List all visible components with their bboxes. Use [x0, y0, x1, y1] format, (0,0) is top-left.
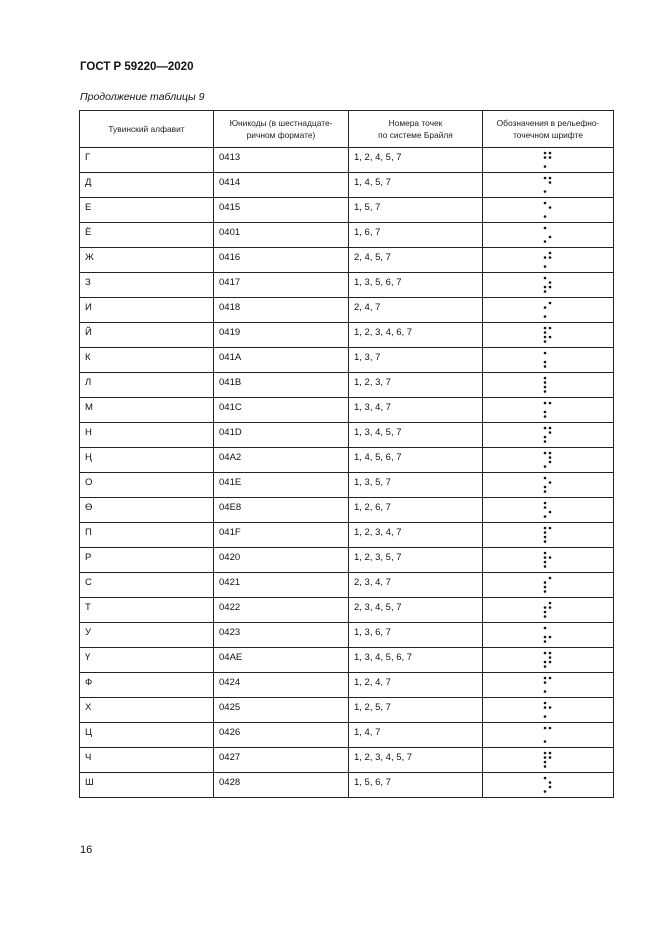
braille-dot [544, 377, 547, 380]
braille-dot [549, 656, 552, 659]
braille-dots-icon [543, 651, 553, 669]
braille-dots-icon [543, 501, 553, 519]
braille-dot [549, 756, 552, 759]
braille-symbol-cell [483, 248, 614, 273]
braille-dot [544, 665, 547, 668]
unicode-cell: 0401 [214, 223, 349, 248]
braille-dot [549, 786, 552, 789]
letter-cell: Ё [80, 223, 214, 248]
braille-dots-icon [543, 426, 553, 444]
letter-cell: У [80, 623, 214, 648]
braille-dots-icon [543, 201, 553, 219]
braille-dot [544, 627, 547, 630]
unicode-cell: 04E8 [214, 498, 349, 523]
braille-dots-icon [543, 301, 553, 319]
dot-numbers-cell: 2, 3, 4, 7 [349, 573, 483, 598]
page-number: 16 [80, 844, 93, 856]
braille-dot [544, 477, 547, 480]
table-row [80, 548, 614, 573]
braille-dot [544, 327, 547, 330]
braille-dot [549, 511, 552, 514]
unicode-cell: 0425 [214, 698, 349, 723]
braille-dot [544, 740, 547, 743]
braille-symbol-cell [483, 623, 614, 648]
braille-dot [544, 490, 547, 493]
column-header-braille-symbol: Обозначения в рельефно- точечном шрифте [483, 111, 614, 148]
braille-dot [544, 502, 547, 505]
table-header-row [80, 111, 614, 148]
braille-dot [544, 652, 547, 655]
dot-numbers-cell: 1, 3, 4, 5, 7 [349, 423, 483, 448]
dot-numbers-cell: 1, 2, 4, 5, 7 [349, 148, 483, 173]
letter-cell: Г [80, 148, 214, 173]
dot-numbers-cell: 1, 2, 6, 7 [349, 498, 483, 523]
braille-dots-icon [543, 701, 553, 719]
braille-dot [544, 340, 547, 343]
dot-numbers-cell: 1, 2, 3, 7 [349, 373, 483, 398]
braille-dot [544, 240, 547, 243]
braille-dot [549, 431, 552, 434]
braille-dot [549, 256, 552, 259]
braille-dot [544, 756, 547, 759]
braille-dot [544, 765, 547, 768]
braille-dot [544, 727, 547, 730]
braille-dot [544, 536, 547, 539]
braille-dots-icon [543, 176, 553, 194]
braille-dots-icon [543, 276, 553, 294]
braille-dots-icon [543, 376, 553, 394]
braille-dot [549, 556, 552, 559]
braille-dot [544, 706, 547, 709]
braille-dots-icon [543, 726, 553, 744]
unicode-cell: 041D [214, 423, 349, 448]
braille-dot [544, 165, 547, 168]
unicode-cell: 0415 [214, 198, 349, 223]
braille-symbol-cell [483, 348, 614, 373]
dot-numbers-cell: 2, 4, 7 [349, 298, 483, 323]
braille-dots-icon [543, 776, 553, 794]
table-row [80, 423, 614, 448]
braille-dot [544, 152, 547, 155]
braille-dot [544, 690, 547, 693]
letter-cell: Й [80, 323, 214, 348]
braille-dots-icon [543, 326, 553, 344]
braille-dot [544, 465, 547, 468]
braille-dot [544, 702, 547, 705]
braille-dot [544, 640, 547, 643]
braille-dot [549, 181, 552, 184]
dot-numbers-cell: 2, 4, 5, 7 [349, 248, 483, 273]
unicode-cell: 0420 [214, 548, 349, 573]
braille-dot [544, 436, 547, 439]
letter-cell: Ф [80, 673, 214, 698]
braille-dot [549, 661, 552, 664]
braille-dots-icon [543, 401, 553, 419]
braille-dot [544, 636, 547, 639]
table-row [80, 473, 614, 498]
dot-numbers-cell: 1, 3, 7 [349, 348, 483, 373]
letter-cell: Л [80, 373, 214, 398]
table-row [80, 748, 614, 773]
braille-dot [549, 286, 552, 289]
braille-symbol-cell [483, 573, 614, 598]
braille-dot [544, 427, 547, 430]
braille-dot [549, 402, 552, 405]
letter-cell: Ж [80, 248, 214, 273]
braille-symbol-cell [483, 673, 614, 698]
braille-dot [544, 331, 547, 334]
braille-dot [549, 281, 552, 284]
braille-symbol-cell [483, 273, 614, 298]
dot-numbers-cell: 1, 3, 6, 7 [349, 623, 483, 648]
braille-dots-icon [543, 151, 553, 169]
unicode-cell: 0413 [214, 148, 349, 173]
braille-dot [544, 752, 547, 755]
braille-dot [544, 790, 547, 793]
braille-dots-icon [543, 551, 553, 569]
table-row [80, 323, 614, 348]
table-row [80, 598, 614, 623]
braille-dot [544, 156, 547, 159]
table-row [80, 373, 614, 398]
braille-dot [544, 402, 547, 405]
braille-dot [544, 611, 547, 614]
letter-cell: Р [80, 548, 214, 573]
letter-cell: Д [80, 173, 214, 198]
column-header-unicode: Юникоды (в шестнадцате- ричном формате) [214, 111, 349, 148]
braille-dots-icon [543, 351, 553, 369]
letter-cell: И [80, 298, 214, 323]
braille-dot [549, 302, 552, 305]
braille-dot [549, 152, 552, 155]
braille-dot [544, 531, 547, 534]
table-row [80, 673, 614, 698]
braille-dots-icon [543, 576, 553, 594]
braille-dot [544, 265, 547, 268]
letter-cell: К [80, 348, 214, 373]
braille-dot [549, 781, 552, 784]
braille-symbol-cell [483, 523, 614, 548]
table-row [80, 398, 614, 423]
letter-cell: О [80, 473, 214, 498]
braille-dots-icon [543, 676, 553, 694]
braille-symbol-cell [483, 598, 614, 623]
unicode-cell: 041C [214, 398, 349, 423]
braille-dots-icon [543, 451, 553, 469]
braille-symbol-cell [483, 773, 614, 798]
table-row [80, 573, 614, 598]
document-header: ГОСТ Р 59220—2020 [80, 61, 194, 73]
dot-numbers-cell: 1, 2, 3, 5, 7 [349, 548, 483, 573]
braille-dot [544, 286, 547, 289]
unicode-cell: 04A2 [214, 448, 349, 473]
unicode-cell: 0428 [214, 773, 349, 798]
unicode-cell: 0421 [214, 573, 349, 598]
unicode-cell: 0418 [214, 298, 349, 323]
braille-dots-icon [543, 251, 553, 269]
braille-dot [549, 577, 552, 580]
braille-symbol-cell [483, 373, 614, 398]
braille-dot [544, 227, 547, 230]
braille-dot [544, 552, 547, 555]
braille-dot [544, 565, 547, 568]
table-row [80, 498, 614, 523]
braille-dots-icon [543, 526, 553, 544]
dot-numbers-cell: 1, 2, 3, 4, 5, 7 [349, 748, 483, 773]
braille-dot [544, 606, 547, 609]
letter-cell: С [80, 573, 214, 598]
unicode-cell: 0419 [214, 323, 349, 348]
table-row [80, 773, 614, 798]
table-row [80, 223, 614, 248]
braille-dot [544, 506, 547, 509]
braille-symbol-cell [483, 223, 614, 248]
letter-cell: Ш [80, 773, 214, 798]
letter-cell: Ң [80, 448, 214, 473]
unicode-cell: 0426 [214, 723, 349, 748]
unicode-cell: 041F [214, 523, 349, 548]
letter-cell: Ө [80, 498, 214, 523]
braille-symbol-cell [483, 548, 614, 573]
braille-dot [544, 761, 547, 764]
braille-symbol-cell [483, 298, 614, 323]
braille-dot [549, 456, 552, 459]
braille-dots-icon [543, 626, 553, 644]
braille-symbol-cell [483, 473, 614, 498]
column-header-dot-numbers: Номера точек по системе Брайля [349, 111, 483, 148]
braille-dot [544, 190, 547, 193]
braille-dot [544, 277, 547, 280]
braille-dot [544, 390, 547, 393]
dot-numbers-cell: 1, 2, 5, 7 [349, 698, 483, 723]
unicode-cell: 0423 [214, 623, 349, 648]
dot-numbers-cell: 1, 5, 7 [349, 198, 483, 223]
braille-dot [544, 677, 547, 680]
unicode-cell: 0414 [214, 173, 349, 198]
table-row [80, 448, 614, 473]
braille-symbol-cell [483, 198, 614, 223]
unicode-cell: 04AE [214, 648, 349, 673]
table-row [80, 723, 614, 748]
braille-dot [549, 427, 552, 430]
braille-dot [544, 581, 547, 584]
braille-dot [549, 452, 552, 455]
braille-dot [549, 461, 552, 464]
braille-dot [544, 486, 547, 489]
braille-dot [544, 256, 547, 259]
braille-dot [549, 481, 552, 484]
braille-dot [549, 156, 552, 159]
table-caption: Продолжение таблицы 9 [80, 91, 205, 103]
dot-numbers-cell: 1, 4, 5, 6, 7 [349, 448, 483, 473]
braille-symbol-cell [483, 148, 614, 173]
braille-dot [549, 236, 552, 239]
table-row [80, 298, 614, 323]
dot-numbers-cell: 1, 2, 3, 4, 6, 7 [349, 323, 483, 348]
table-row [80, 173, 614, 198]
unicode-cell: 0424 [214, 673, 349, 698]
braille-dot [549, 727, 552, 730]
letter-cell: Х [80, 698, 214, 723]
letter-cell: Ц [80, 723, 214, 748]
unicode-cell: 041B [214, 373, 349, 398]
braille-dot [549, 752, 552, 755]
braille-symbol-cell [483, 748, 614, 773]
braille-dot [544, 777, 547, 780]
table-row [80, 348, 614, 373]
letter-cell: П [80, 523, 214, 548]
dot-numbers-cell: 1, 2, 3, 4, 7 [349, 523, 483, 548]
braille-dot [549, 327, 552, 330]
braille-dot [544, 540, 547, 543]
braille-dot [544, 590, 547, 593]
braille-symbol-cell [483, 423, 614, 448]
braille-dot [544, 561, 547, 564]
braille-dot [544, 381, 547, 384]
unicode-cell: 0427 [214, 748, 349, 773]
braille-dot [544, 361, 547, 364]
letter-cell: Т [80, 598, 214, 623]
braille-dot [544, 415, 547, 418]
braille-symbol-cell [483, 448, 614, 473]
braille-dot [544, 202, 547, 205]
braille-dot [549, 677, 552, 680]
braille-dot [544, 352, 547, 355]
letter-cell: Ү [80, 648, 214, 673]
letter-cell: Е [80, 198, 214, 223]
braille-dots-icon [543, 601, 553, 619]
braille-dot [544, 586, 547, 589]
braille-dot [544, 365, 547, 368]
dot-numbers-cell: 1, 3, 5, 7 [349, 473, 483, 498]
unicode-cell: 041E [214, 473, 349, 498]
table-row [80, 248, 614, 273]
braille-dot [544, 440, 547, 443]
braille-dot [549, 706, 552, 709]
braille-symbol-cell [483, 723, 614, 748]
unicode-cell: 0416 [214, 248, 349, 273]
braille-dot [544, 527, 547, 530]
dot-numbers-cell: 2, 3, 4, 5, 7 [349, 598, 483, 623]
table-row [80, 648, 614, 673]
table-row [80, 698, 614, 723]
table-row [80, 198, 614, 223]
braille-dot [549, 252, 552, 255]
braille-dot [544, 661, 547, 664]
braille-dot [544, 290, 547, 293]
dot-numbers-cell: 1, 5, 6, 7 [349, 773, 483, 798]
table-row [80, 523, 614, 548]
dot-numbers-cell: 1, 2, 4, 7 [349, 673, 483, 698]
dot-numbers-cell: 1, 3, 4, 7 [349, 398, 483, 423]
braille-dot [544, 715, 547, 718]
letter-cell: З [80, 273, 214, 298]
braille-dots-icon [543, 751, 553, 769]
unicode-cell: 041A [214, 348, 349, 373]
letter-cell: Ч [80, 748, 214, 773]
braille-dot [544, 315, 547, 318]
braille-dot [549, 602, 552, 605]
braille-dot [549, 636, 552, 639]
braille-dot [544, 386, 547, 389]
braille-dots-icon [543, 226, 553, 244]
dot-numbers-cell: 1, 3, 4, 5, 6, 7 [349, 648, 483, 673]
braille-table [79, 110, 614, 798]
column-header-alphabet: Тувинский алфавит [80, 111, 214, 148]
braille-symbol-cell [483, 173, 614, 198]
braille-dot [544, 306, 547, 309]
table-row [80, 273, 614, 298]
braille-dot [544, 615, 547, 618]
braille-dot [549, 606, 552, 609]
braille-symbol-cell [483, 698, 614, 723]
braille-dot [544, 556, 547, 559]
braille-dot [549, 336, 552, 339]
dot-numbers-cell: 1, 6, 7 [349, 223, 483, 248]
table-row [80, 623, 614, 648]
letter-cell: М [80, 398, 214, 423]
braille-dots-icon [543, 476, 553, 494]
braille-dot [544, 411, 547, 414]
braille-dot [544, 336, 547, 339]
dot-numbers-cell: 1, 4, 5, 7 [349, 173, 483, 198]
unicode-cell: 0422 [214, 598, 349, 623]
letter-cell: Н [80, 423, 214, 448]
dot-numbers-cell: 1, 4, 7 [349, 723, 483, 748]
braille-symbol-cell [483, 323, 614, 348]
braille-dot [549, 177, 552, 180]
dot-numbers-cell: 1, 3, 5, 6, 7 [349, 273, 483, 298]
braille-dot [549, 206, 552, 209]
unicode-cell: 0417 [214, 273, 349, 298]
braille-dot [544, 215, 547, 218]
braille-symbol-cell [483, 648, 614, 673]
braille-dot [544, 177, 547, 180]
braille-dot [544, 681, 547, 684]
braille-dot [544, 452, 547, 455]
table-row [80, 148, 614, 173]
braille-dot [549, 652, 552, 655]
braille-dot [544, 515, 547, 518]
braille-symbol-cell [483, 498, 614, 523]
braille-dot [549, 527, 552, 530]
braille-symbol-cell [483, 398, 614, 423]
